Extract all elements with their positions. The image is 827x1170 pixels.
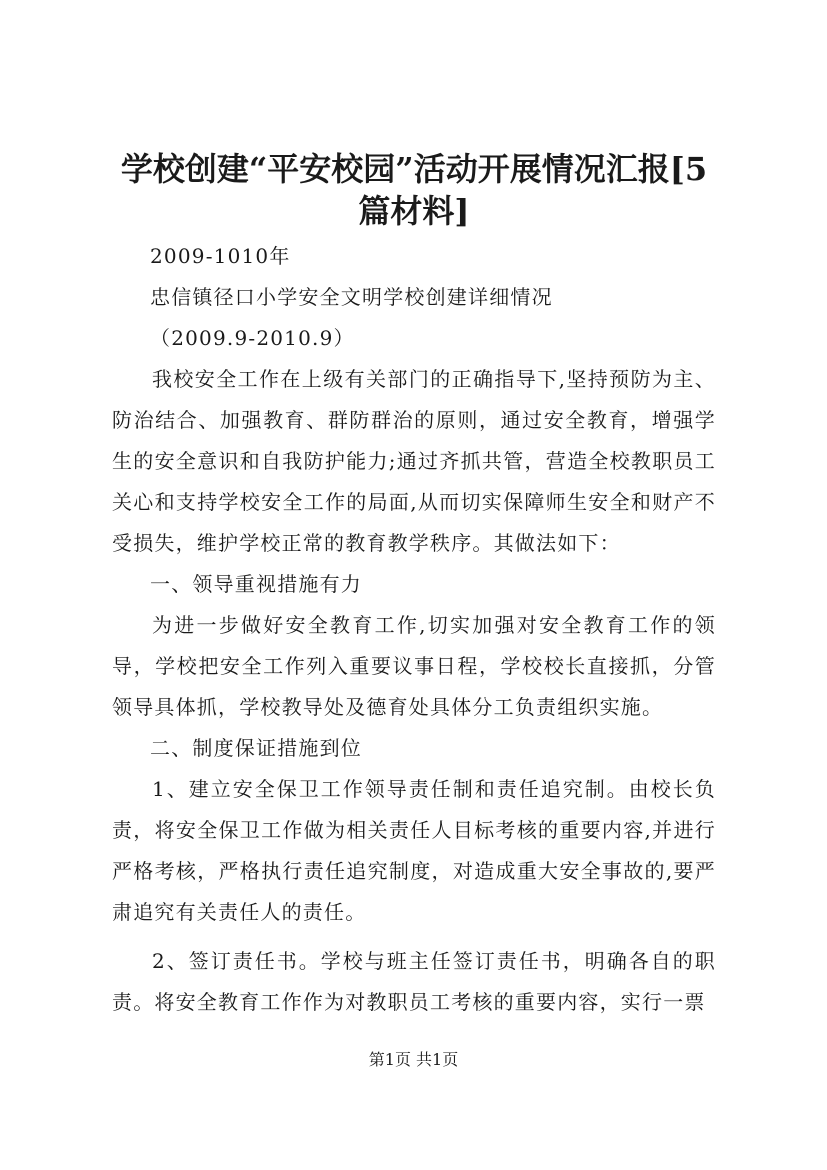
- paragraph-subtitle: 忠信镇径口小学安全文明学校创建详细情况: [150, 285, 553, 309]
- paragraph-year: 2009-1010年: [150, 244, 291, 268]
- paragraph-period: （2009.9-2010.9）: [150, 326, 355, 350]
- paragraph-intro: 我校安全工作在上级有关部门的正确指导下,坚持预防为主、防治结合、加强教育、群防群治的原则，通过安全教育，增强学生的安全意识和自我防护能力;通过齐抓共管，营造全校教职员工关心和支持学校安全工作的局面,从而切实保障师生安全和财产不受损失，维护学校正常的教育教学秩序。其做法如下：: [112, 367, 716, 555]
- paragraph-item-2: 2、签订责任书。学校与班主任签订责任书，明确各自的职责。将安全教育工作作为对教职员工考核的重要内容，实行一票: [112, 949, 716, 1014]
- page-footer: 第1页 共1页: [368, 1050, 459, 1069]
- document-body: [112, 236, 716, 1023]
- section-heading-2: 二、制度保证措施到位: [150, 736, 362, 760]
- document-title: 学校创建“平安校园”活动开展情况汇报[5篇材料]: [120, 150, 708, 230]
- paragraph-section-1: 为进一步做好安全教育工作,切实加强对安全教育工作的领导，学校把安全工作列入重要议事日程，学校校长直接抓，分管领导具体抓，学校教导处及德育处具体分工负责组织实施。: [112, 613, 716, 719]
- paragraph-item-1: 1、建立安全保卫工作领导责任制和责任追究制。由校长负责，将安全保卫工作做为相关责任人目标考核的重要内容,并进行严格考核，严格执行责任追究制度，对造成重大安全事故的,要严肃追究有关责任人的责任。: [112, 777, 716, 924]
- section-heading-1: 一、领导重视措施有力: [150, 572, 362, 596]
